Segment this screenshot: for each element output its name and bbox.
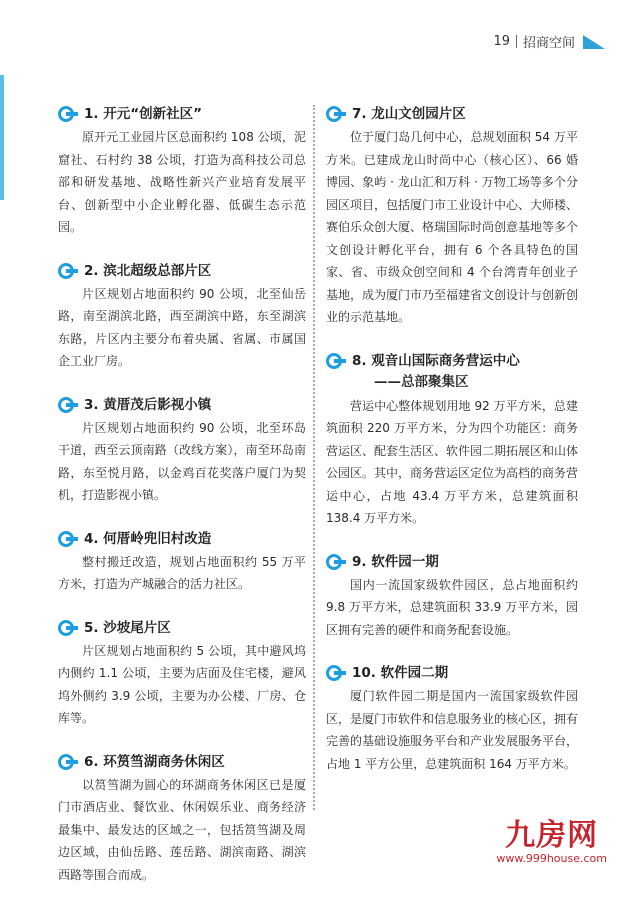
watermark-logo xyxy=(496,820,607,865)
section-1 xyxy=(58,104,306,239)
watermark-url: www.999house.com xyxy=(496,852,607,865)
column-divider xyxy=(313,105,315,810)
bullet-icon xyxy=(58,754,80,770)
section-title: 8. 观音山国际商务营运中心 xyxy=(352,352,520,369)
section-title: 7. 龙山文创园片区 xyxy=(352,106,466,122)
section-8 xyxy=(326,351,578,530)
section-title: 9. 软件园一期 xyxy=(352,553,439,570)
section-5 xyxy=(58,618,306,730)
triangle-icon xyxy=(583,35,605,49)
section-body: 以筼筜湖为圆心的环湖商务休闲区已是厦门市酒店业、餐饮业、休闲娱乐业、商务经济最集中、最发达的区域之一，包括筼筜湖及周边区域，由仙岳路、莲岳路、湖滨南路、湖滨西路等围合而成。 xyxy=(58,777,306,882)
bullet-icon xyxy=(58,397,80,413)
section-body: 原开元工业园片区总面积约 108 公顷，泥窟社、石村约 38 公顷，打造为高科技公司总部和研发基地、战略性新兴产业培育发展平台、创新型中小企业孵化器、低碳生态示范园。 xyxy=(58,130,306,234)
bullet-icon xyxy=(58,106,80,122)
section-title: 3. 黄厝茂后影视小镇 xyxy=(84,396,212,413)
section-title: 1. 开元“创新社区” xyxy=(84,106,202,122)
section-name: 招商空间 xyxy=(522,36,575,51)
page-number: 19 xyxy=(493,34,510,49)
section-title: 2. 滨北超级总部片区 xyxy=(84,262,212,279)
section-title: 5. 沙坡尾片区 xyxy=(84,619,171,636)
bullet-icon xyxy=(58,263,80,279)
watermark-name: 九房网 xyxy=(505,818,599,853)
section-7 xyxy=(326,104,578,329)
section-10 xyxy=(326,663,578,775)
section-body: 片区规划占地面积约 5 公顷，其中避风坞内侧约 1.1 公顷，主要为店面及住宅楼，避风坞外侧约 3.9 公顷，主要为办公楼、厂房、仓库等。 xyxy=(58,643,306,725)
section-3 xyxy=(58,395,306,507)
section-body: 片区规划占地面积约 90 公顷，北至环岛干道，西至云顶南路（改线方案），南至环岛南路，东至悦月路，以金鸡百花奖落户厦门为契机，打造影视小镇。 xyxy=(58,420,306,502)
section-body: 国内一流国家级软件园区，总占地面积约 9.8 万平方米，总建筑面积 33.9 万平方米，园区拥有完善的硬件和商务配套设施。 xyxy=(326,577,578,637)
section-subtitle: ——总部聚集区 xyxy=(374,373,469,390)
section-2 xyxy=(58,261,306,373)
section-title: 6. 环筼筜湖商务休闲区 xyxy=(84,753,225,770)
bullet-icon xyxy=(326,106,348,122)
section-body: 营运中心整体规划用地 92 万平方米，总建筑面积 220 万平方米，分为四个功能区：商务营运区、配套生活区、软件园二期拓展区和山体公园区。其中，商务营运区定位为高档的商务营运中心，占地 43.4 万平方米，总建筑面积 138.4 万平方米。 xyxy=(326,398,579,525)
bullet-icon xyxy=(326,353,348,369)
bullet-icon xyxy=(326,665,348,681)
section-body: 位于厦门岛几何中心，总规划面积 54 万平方米。已建成龙山时尚中心（核心区）、66 婚博园、象屿 · 龙山汇和万科 · 万物工场等多个分园区项目，包括厦门市工业设计中心、大师楼、赛伯乐众创大厦、格瑞国际时尚创意基地等多个文创设计孵化平台，拥有 6 个各具特色的国家、省、市级众创空间和 4 个台湾青年创业子基地，成为厦门市乃至福建省文创设计与创新创业的示范基地。 xyxy=(326,130,579,324)
header-divider xyxy=(516,35,517,48)
page-header xyxy=(493,32,605,51)
section-body: 整村搬迁改造，规划占地面积约 55 万平方米，打造为产城融合的活力社区。 xyxy=(58,554,306,591)
section-6 xyxy=(58,752,306,887)
section-body: 厦门软件园二期是国内一流国家级软件园区，是厦门市软件和信息服务业的核心区，拥有完善的基础设施服务平台和产业发展服务平台，占地 1 平方公里，总建筑面积 164 万平方米。 xyxy=(326,689,579,771)
section-title: 4. 何厝岭兜旧村改造 xyxy=(84,530,212,547)
left-accent-bar xyxy=(0,75,4,200)
section-body: 片区规划占地面积约 90 公顷，北至仙岳路，南至湖滨北路，西至湖滨中路，东至湖滨东路，片区内主要分布着央属、省属、市属国企工业厂房。 xyxy=(58,286,306,368)
bullet-icon xyxy=(326,554,348,570)
section-4 xyxy=(58,529,306,596)
bullet-icon xyxy=(58,531,80,547)
left-column xyxy=(58,104,306,908)
bullet-icon xyxy=(58,620,80,636)
section-9 xyxy=(326,552,578,642)
right-column xyxy=(326,104,578,797)
section-title: 10. 软件园二期 xyxy=(352,665,449,681)
